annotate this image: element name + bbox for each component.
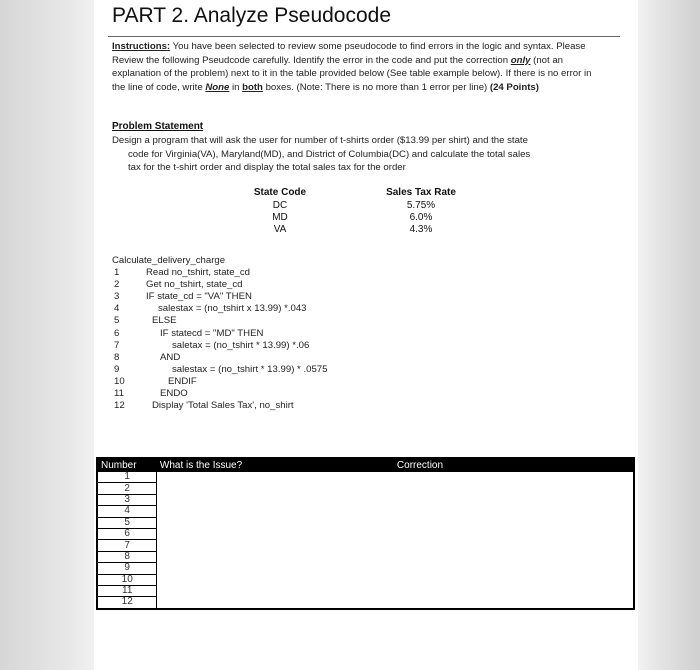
row-number: 3 — [97, 494, 157, 505]
code-line-number: 6 — [114, 327, 120, 339]
instructions-label: Instructions: — [112, 41, 171, 52]
issue-cell[interactable] — [157, 494, 394, 505]
page-shadow-right — [638, 0, 700, 670]
page-shadow-left — [0, 0, 94, 670]
instructions-both: both — [242, 81, 263, 93]
correction-cell[interactable] — [394, 506, 634, 517]
state-code-cell: DC — [272, 200, 288, 211]
code-line-text: saletax = (no_tshirt * 13.99) *.06 — [172, 339, 310, 351]
problem-statement-heading: Problem Statement — [112, 121, 204, 132]
row-number: 9 — [97, 563, 157, 574]
answer-table-header — [97, 458, 634, 472]
header-number: Number — [97, 458, 157, 472]
table-row — [97, 597, 634, 609]
correction-cell[interactable] — [394, 494, 634, 505]
instructions-none: None — [205, 81, 230, 93]
row-number: 4 — [97, 506, 157, 517]
code-line-text: AND — [160, 351, 181, 363]
table-row — [97, 483, 634, 494]
pseudocode-title: Calculate_delivery_charge — [112, 255, 226, 266]
table-row — [97, 540, 634, 551]
correction-cell[interactable] — [394, 574, 634, 585]
table-row — [97, 574, 634, 585]
row-number: 1 — [97, 472, 157, 483]
instructions-text-4: boxes. (Note: There is no more than 1 error per line) — [262, 81, 490, 93]
code-line-text: ELSE — [152, 315, 177, 327]
code-line-text: ENDIF — [168, 375, 197, 387]
issue-cell[interactable] — [157, 563, 394, 574]
header-correction: Correction — [394, 458, 634, 472]
code-line-text: salestax = (no_tshirt * 13.99) * .0575 — [172, 363, 328, 375]
state-code-cell: MD — [272, 212, 288, 223]
table-row — [97, 585, 634, 596]
sales-tax-rate-cell: 5.75% — [406, 200, 436, 211]
state-code-column — [246, 187, 314, 236]
issue-cell[interactable] — [157, 540, 394, 551]
table-row — [97, 563, 634, 574]
code-line-number: 1 — [114, 267, 120, 279]
code-line-number: 10 — [114, 375, 125, 387]
table-row — [97, 472, 634, 483]
correction-cell[interactable] — [394, 551, 634, 562]
problem-line-2: code for Virginia(VA), Maryland(MD), and District of Columbia(DC) and calculate the total sales — [128, 148, 531, 160]
row-number: 5 — [97, 517, 157, 528]
issue-cell[interactable] — [157, 551, 394, 562]
instructions-text-1: You have been selected to review some pseudocode to find errors in the logic and syntax. Please Review the following Pseudcode carefully. Identify the error in the code and put the correction — [112, 41, 586, 66]
correction-cell[interactable] — [394, 472, 634, 483]
code-line-number: 8 — [114, 351, 120, 363]
row-number: 6 — [97, 528, 157, 539]
sales-tax-rate-header: Sales Tax Rate — [386, 187, 456, 198]
sales-tax-rate-column — [378, 187, 464, 236]
problem-line-1: Design a program that will ask the user for number of t-shirts order ($13.99 per shirt) and the state — [112, 135, 528, 146]
table-row — [97, 494, 634, 505]
state-code-header: State Code — [253, 187, 307, 198]
table-row — [97, 517, 634, 528]
row-number: 10 — [97, 574, 157, 585]
correction-cell[interactable] — [394, 517, 634, 528]
row-number: 7 — [97, 540, 157, 551]
instructions-points: (24 Points) — [489, 81, 539, 93]
code-line-text: Get no_tshirt, state_cd — [146, 279, 243, 291]
table-row — [97, 551, 634, 562]
code-line-number: 4 — [114, 303, 120, 315]
code-line-text: Read no_tshirt, state_cd — [146, 267, 250, 279]
page-title: PART 2. Analyze Pseudocode — [112, 4, 392, 27]
issue-cell[interactable] — [157, 483, 394, 494]
correction-cell[interactable] — [394, 528, 634, 539]
issue-cell[interactable] — [157, 506, 394, 517]
code-line-text: Display 'Total Sales Tax', no_shirt — [152, 400, 294, 412]
code-line-text: ENDO — [160, 388, 188, 400]
correction-cell[interactable] — [394, 563, 634, 574]
issue-cell[interactable] — [157, 574, 394, 585]
row-number: 8 — [97, 551, 157, 562]
header-issue: What is the Issue? — [157, 458, 394, 472]
row-number: 11 — [97, 585, 157, 596]
code-line-text: IF statecd = "MD" THEN — [160, 327, 264, 339]
sales-tax-rate-cell: 6.0% — [409, 212, 433, 223]
correction-cell[interactable] — [394, 597, 634, 609]
correction-cell[interactable] — [394, 540, 634, 551]
code-line-number: 3 — [114, 291, 120, 303]
code-line-number: 2 — [114, 279, 120, 291]
code-line-text: IF state_cd = "VA" THEN — [146, 291, 252, 303]
instructions-text-2: (not an explanation of the problem) next to it in the table provided below (See table example below). If there is no error in the line of code, write — [112, 54, 592, 93]
table-row — [97, 528, 634, 539]
title-divider — [108, 36, 620, 37]
issue-cell[interactable] — [157, 597, 394, 609]
problem-line-3: tax for the t-shirt order and display the total sales tax for the order — [128, 162, 406, 173]
issue-cell[interactable] — [157, 472, 394, 483]
answer-table — [96, 457, 635, 610]
code-line-number: 11 — [114, 388, 124, 400]
instructions-paragraph — [112, 40, 602, 94]
problem-statement-text — [112, 134, 592, 175]
state-code-cell: VA — [273, 224, 287, 235]
code-line-number: 7 — [114, 339, 120, 351]
code-line-number: 12 — [114, 400, 125, 412]
issue-cell[interactable] — [157, 517, 394, 528]
sales-tax-rate-cell: 4.3% — [409, 224, 433, 235]
row-number: 2 — [97, 483, 157, 494]
instructions-text-3: in — [229, 81, 243, 93]
issue-cell[interactable] — [157, 585, 394, 596]
row-number: 12 — [97, 597, 157, 609]
issue-cell[interactable] — [157, 528, 394, 539]
code-line-number: 5 — [114, 315, 120, 327]
correction-cell[interactable] — [394, 585, 634, 596]
code-line-number: 9 — [114, 363, 120, 375]
table-row — [97, 506, 634, 517]
code-line-text: salestax = (no_tshirt x 13.99) *.043 — [158, 303, 307, 315]
correction-cell[interactable] — [394, 483, 634, 494]
instructions-only: only — [510, 54, 531, 66]
